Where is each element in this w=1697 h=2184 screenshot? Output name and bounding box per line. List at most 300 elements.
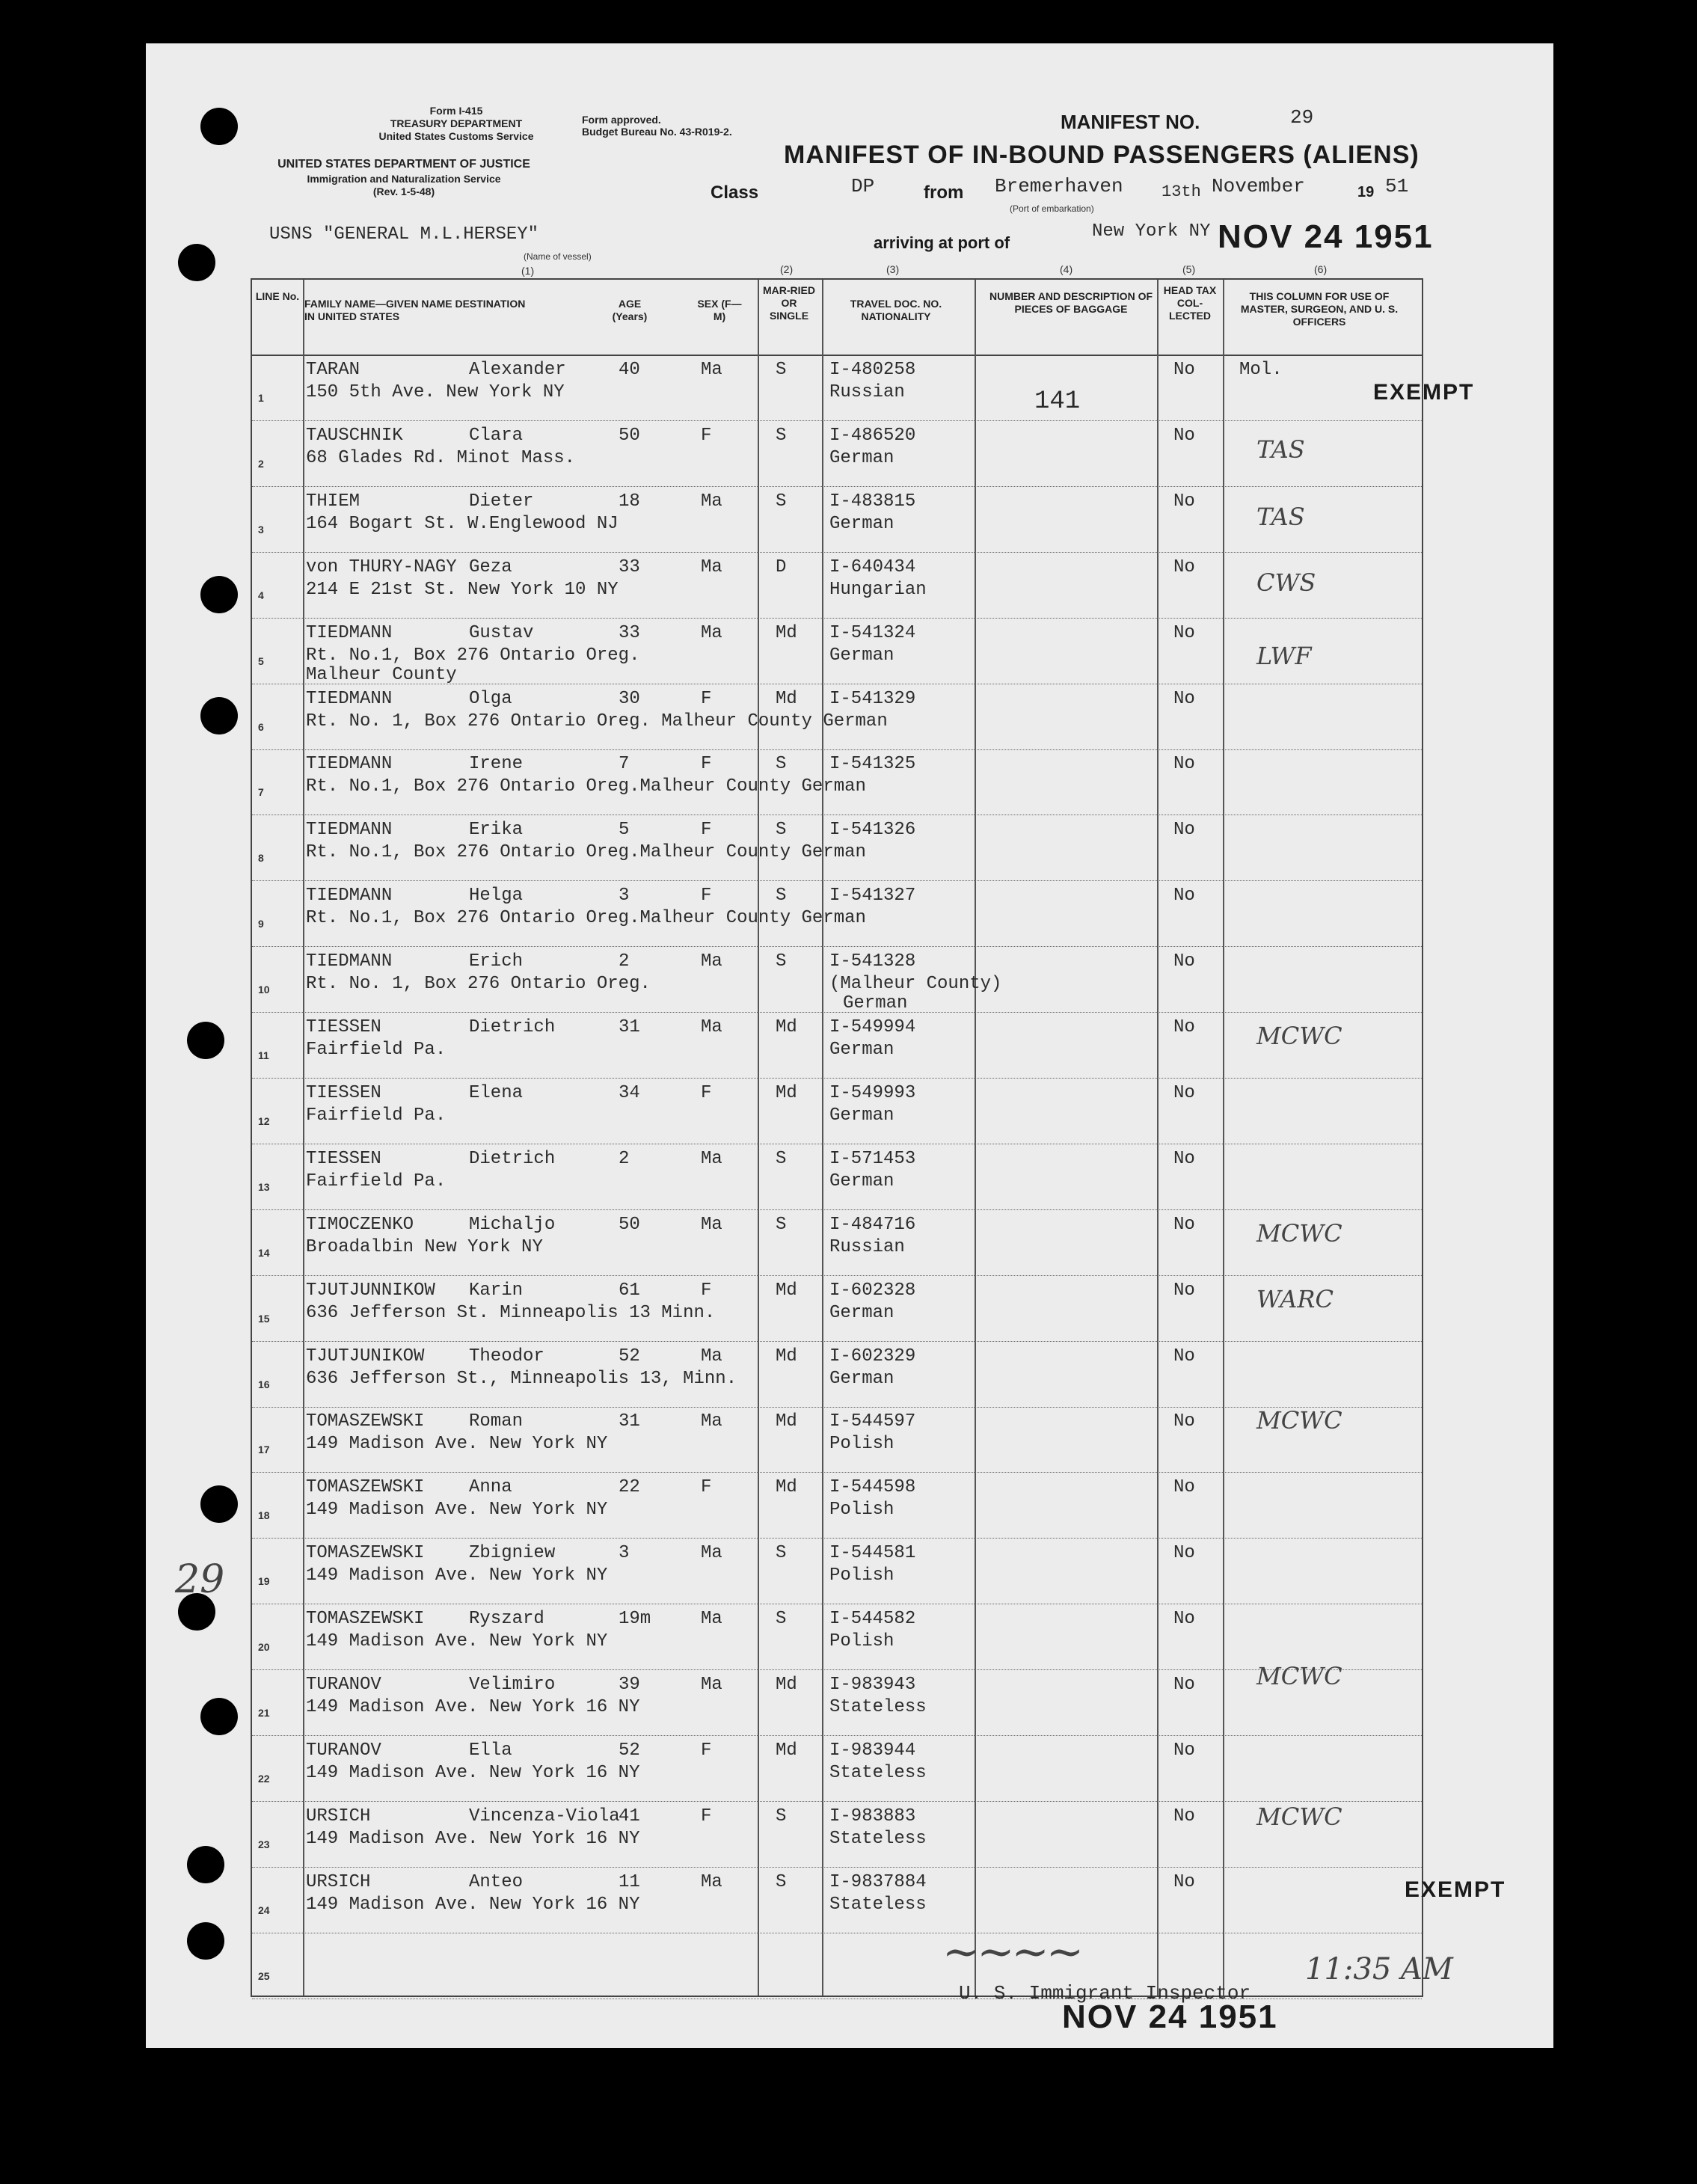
age: 7 <box>619 754 630 775</box>
destination: Rt. No.1, Box 276 Ontario Oreg.Malheur County German <box>306 776 866 797</box>
table-row <box>252 618 1422 684</box>
line-number: 21 <box>258 1707 270 1719</box>
head-tax: No <box>1173 1806 1195 1826</box>
given-name: Alexander <box>469 360 566 380</box>
line-number: 18 <box>258 1509 270 1522</box>
given-name: Elena <box>469 1082 524 1103</box>
travel-doc: I-541329 <box>829 688 916 709</box>
family-name: TOMASZEWSKI <box>306 1411 425 1432</box>
table-row <box>252 1735 1422 1802</box>
destination: Rt. No. 1, Box 276 Ontario Oreg. Malheur County German <box>306 711 888 731</box>
given-name: Erika <box>469 820 524 841</box>
destination: 150 5th Ave. New York NY <box>306 382 565 402</box>
age: 5 <box>619 820 630 841</box>
age: 22 <box>619 1477 640 1498</box>
sex: Ma <box>701 1017 722 1037</box>
table-row <box>252 420 1422 487</box>
nationality: Polish <box>829 1631 894 1652</box>
date-month: November <box>1212 175 1305 197</box>
line-number: 9 <box>258 918 264 930</box>
family-name: TAUSCHNIK <box>306 425 403 446</box>
travel-doc: I-983943 <box>829 1675 916 1695</box>
line-number: 20 <box>258 1641 270 1654</box>
nationality: German <box>829 1368 894 1389</box>
marital-status: S <box>776 886 787 907</box>
nationality: German <box>829 645 894 666</box>
family-name: TOMASZEWSKI <box>306 1543 425 1564</box>
passenger-table <box>251 263 1423 1997</box>
line-number: 12 <box>258 1114 270 1127</box>
customs-service: United States Customs Service <box>378 130 534 142</box>
sex: Ma <box>701 491 722 512</box>
line-number: 11 <box>258 1049 269 1061</box>
sex: F <box>701 820 712 841</box>
given-name: Anna <box>469 1477 512 1498</box>
destination: 149 Madison Ave. New York 16 NY <box>306 1697 640 1717</box>
head-tax: No <box>1173 1411 1195 1432</box>
age: 52 <box>619 1740 640 1761</box>
given-name: Zbigniew <box>469 1543 556 1564</box>
destination: 149 Madison Ave. New York NY <box>306 1500 608 1521</box>
given-name: Olga <box>469 688 512 709</box>
punch-hole <box>187 1922 224 1960</box>
family-name: TARAN <box>306 360 360 380</box>
travel-doc: I-541327 <box>829 886 916 907</box>
officer-initial: MCWC <box>1256 1803 1342 1831</box>
col-number: (2) <box>780 263 794 275</box>
nationality: Polish <box>829 1565 894 1586</box>
marital-status: S <box>776 754 787 775</box>
marital-status: S <box>776 1543 787 1564</box>
family-name: TJUTJUNNIKOW <box>306 1280 435 1301</box>
from-value: Bremerhaven <box>995 175 1123 197</box>
head-tax: No <box>1173 1871 1195 1892</box>
marital-status: Md <box>776 1740 797 1761</box>
given-name: Ryszard <box>469 1609 544 1630</box>
punch-hole <box>200 108 238 145</box>
travel-doc: I-541328 <box>829 951 916 972</box>
destination: 214 E 21st St. New York 10 NY <box>306 579 619 600</box>
table-row <box>252 946 1422 1013</box>
table-row <box>252 486 1422 553</box>
head-tax: No <box>1173 1148 1195 1169</box>
age: 41 <box>619 1806 640 1826</box>
age: 3 <box>619 886 630 907</box>
head-tax: No <box>1173 886 1195 907</box>
head-tax: No <box>1173 820 1195 841</box>
given-name: Theodor <box>469 1346 544 1366</box>
travel-doc: I-483815 <box>829 491 916 512</box>
table-row <box>252 552 1422 619</box>
manifest-label: MANIFEST NO. <box>1061 111 1200 133</box>
given-name: Irene <box>469 754 524 775</box>
destination: 149 Madison Ave. New York 16 NY <box>306 1894 640 1915</box>
class-value: DP <box>851 175 875 197</box>
budget-bureau: Budget Bureau No. 43-R019-2. <box>582 126 732 138</box>
col-number: (3) <box>886 263 900 275</box>
nationality: Stateless <box>829 1762 927 1783</box>
sex: Ma <box>701 951 722 972</box>
age: 3 <box>619 1543 630 1564</box>
travel-doc: I-541325 <box>829 754 916 775</box>
sex: F <box>701 1740 712 1761</box>
sex: Ma <box>701 556 722 577</box>
given-name: Helga <box>469 886 524 907</box>
embark-caption: (Port of embarkation) <box>1010 203 1094 214</box>
travel-doc: I-9837884 <box>829 1871 927 1892</box>
destination: 149 Madison Ave. New York NY <box>306 1565 608 1586</box>
travel-doc: I-602328 <box>829 1280 916 1301</box>
given-name: Michaljo <box>469 1214 556 1235</box>
line-number: 24 <box>258 1904 270 1916</box>
sex: Ma <box>701 1346 722 1366</box>
margin-note: 29 <box>175 1557 225 1602</box>
age: 52 <box>619 1346 640 1366</box>
marital-status: S <box>776 1871 787 1892</box>
nationality: Russian <box>829 382 905 402</box>
family-name: TURANOV <box>306 1675 381 1695</box>
table-row <box>252 355 1422 421</box>
destination: 149 Madison Ave. New York NY <box>306 1434 608 1455</box>
marital-status: Md <box>776 1477 797 1498</box>
nationality: Polish <box>829 1434 894 1455</box>
travel-doc: I-640434 <box>829 556 916 577</box>
head-tax: No <box>1173 1082 1195 1103</box>
line-number: 4 <box>258 589 264 601</box>
officer-initial: LWF <box>1256 642 1312 670</box>
table-row <box>252 1867 1422 1933</box>
age: 19m <box>619 1609 651 1630</box>
head-tax: No <box>1173 1543 1195 1564</box>
destination: 636 Jefferson St. Minneapolis 13 Minn. <box>306 1302 716 1323</box>
table-row <box>252 880 1422 947</box>
officer-initial: CWS <box>1256 568 1316 597</box>
sex: Ma <box>701 1411 722 1432</box>
line-number: 5 <box>258 654 264 667</box>
sex: Ma <box>701 1871 722 1892</box>
table-row <box>252 1209 1422 1276</box>
officer-initial: TAS <box>1256 435 1305 464</box>
punch-hole <box>200 1698 238 1735</box>
age: 33 <box>619 622 640 643</box>
marital-status: S <box>776 1148 787 1169</box>
table-row <box>252 1012 1422 1079</box>
destination: 149 Madison Ave. New York 16 NY <box>306 1762 640 1783</box>
destination: 68 Glades Rd. Minot Mass. <box>306 447 576 468</box>
given-name: Gustav <box>469 622 534 643</box>
officer-initial: MCWC <box>1256 1406 1342 1435</box>
officer-initial: WARC <box>1256 1285 1334 1313</box>
family-name: TURANOV <box>306 1740 381 1761</box>
marital-status: D <box>776 556 787 577</box>
head-tax: No <box>1173 1477 1195 1498</box>
col-sex: SEX (F—M) <box>697 298 742 322</box>
marital-status: S <box>776 360 787 380</box>
line-number: 8 <box>258 852 264 865</box>
punch-hole <box>178 244 215 281</box>
marital-status: Md <box>776 1346 797 1366</box>
nationality: (Malheur County) <box>829 974 1002 995</box>
punch-hole <box>187 1846 224 1883</box>
sex: F <box>701 688 712 709</box>
form-revision: (Rev. 1-5-48) <box>372 185 435 197</box>
given-name: Dietrich <box>469 1148 556 1169</box>
col-married: MAR-RIED OR SINGLE <box>763 284 815 322</box>
table-row <box>252 1801 1422 1868</box>
punch-hole <box>187 1022 224 1059</box>
marital-status: S <box>776 1806 787 1826</box>
line-number: 22 <box>258 1772 270 1785</box>
travel-doc: I-544598 <box>829 1477 916 1498</box>
nationality-line2: German <box>843 993 908 1014</box>
head-tax: No <box>1173 754 1195 775</box>
family-name: TJUTJUNIKOW <box>306 1346 425 1366</box>
travel-doc: I-541324 <box>829 622 916 643</box>
baggage-count: 141 <box>1034 387 1081 416</box>
line-number: 2 <box>258 457 264 470</box>
table-header <box>252 280 1422 356</box>
officer-initial: MCWC <box>1256 1662 1342 1690</box>
travel-doc: I-571453 <box>829 1148 916 1169</box>
table-row <box>252 684 1422 750</box>
marital-status: Md <box>776 1411 797 1432</box>
destination: 149 Madison Ave. New York 16 NY <box>306 1828 640 1849</box>
exempt-stamp-top: EXEMPT <box>1373 380 1475 405</box>
head-tax: No <box>1173 1740 1195 1761</box>
time-note: 11:35 AM <box>1305 1952 1453 1987</box>
officer-initial: MCWC <box>1256 1022 1342 1050</box>
marital-status: Md <box>776 688 797 709</box>
destination: Rt. No.1, Box 276 Ontario Oreg.Malheur County German <box>306 842 866 863</box>
line-number: 7 <box>258 786 264 799</box>
destination: Rt. No.1, Box 276 Ontario Oreg. <box>306 645 640 666</box>
form-number: Form I-415 <box>429 105 483 117</box>
sex: Ma <box>701 1543 722 1564</box>
inspector-label: U. S. Immigrant Inspector <box>959 1982 1251 2004</box>
table-row <box>252 1604 1422 1670</box>
age: 34 <box>619 1082 640 1103</box>
table-row <box>252 1538 1422 1604</box>
family-name: von THURY-NAGY <box>306 556 457 577</box>
family-name: TIEDMANN <box>306 951 393 972</box>
destination: Rt. No.1, Box 276 Ontario Oreg.Malheur County German <box>306 908 866 929</box>
marital-status: Md <box>776 622 797 643</box>
travel-doc: I-544581 <box>829 1543 916 1564</box>
age: 31 <box>619 1411 640 1432</box>
sex: Ma <box>701 1609 722 1630</box>
destination: 149 Madison Ave. New York NY <box>306 1631 608 1652</box>
col-baggage: NUMBER AND DESCRIPTION OF PIECES OF BAGGAGE <box>989 290 1153 315</box>
sex: F <box>701 754 712 775</box>
marital-status: S <box>776 820 787 841</box>
sex: Ma <box>701 1214 722 1235</box>
col-line: LINE No. <box>255 290 300 302</box>
marital-status: S <box>776 1214 787 1235</box>
head-tax: No <box>1173 425 1195 446</box>
family-name: THIEM <box>306 491 360 512</box>
table-row <box>252 1275 1422 1342</box>
line-number: 19 <box>258 1575 270 1588</box>
destination: Broadalbin New York NY <box>306 1236 543 1257</box>
sex: Ma <box>701 622 722 643</box>
table-row <box>252 1406 1422 1473</box>
family-name: TOMASZEWSKI <box>306 1477 425 1498</box>
marital-status: S <box>776 491 787 512</box>
line-number: 17 <box>258 1444 270 1456</box>
marital-status: Md <box>776 1082 797 1103</box>
class-label: Class <box>711 182 759 203</box>
head-tax: No <box>1173 688 1195 709</box>
head-tax: No <box>1173 1280 1195 1301</box>
col-master: THIS COLUMN FOR USE OF MASTER, SURGEON, AND U. S. OFFICERS <box>1240 290 1399 328</box>
nationality: German <box>829 447 894 468</box>
given-name: Dietrich <box>469 1017 556 1037</box>
destination: 164 Bogart St. W.Englewood NJ <box>306 513 619 534</box>
age: 2 <box>619 1148 630 1169</box>
line-number: 1 <box>258 392 264 404</box>
head-tax: No <box>1173 491 1195 512</box>
age: 31 <box>619 1017 640 1037</box>
table-row <box>252 749 1422 815</box>
sex: Ma <box>701 1148 722 1169</box>
age: 40 <box>619 360 640 380</box>
exempt-stamp-bottom: EXEMPT <box>1405 1877 1506 1902</box>
travel-doc: I-484716 <box>829 1214 916 1235</box>
family-name: TIEDMANN <box>306 886 393 907</box>
sex: Ma <box>701 360 722 380</box>
page-title: MANIFEST OF IN-BOUND PASSENGERS (ALIENS) <box>784 141 1420 169</box>
given-name: Clara <box>469 425 524 446</box>
col-number: (4) <box>1060 263 1073 275</box>
line-number: 25 <box>258 1969 270 1982</box>
line-number: 15 <box>258 1312 270 1325</box>
nationality: Stateless <box>829 1894 927 1915</box>
travel-doc: I-549993 <box>829 1082 916 1103</box>
destination: Fairfield Pa. <box>306 1040 447 1060</box>
inspection-date-stamp: NOV 24 1951 <box>1062 1999 1278 2035</box>
family-name: TIEDMANN <box>306 688 393 709</box>
head-tax: No <box>1173 1346 1195 1366</box>
manifest-number: 29 <box>1290 106 1314 129</box>
age: 33 <box>619 556 640 577</box>
travel-doc: I-486520 <box>829 425 916 446</box>
given-name: Geza <box>469 556 512 577</box>
col-number: (6) <box>1314 263 1328 275</box>
given-name: Roman <box>469 1411 524 1432</box>
head-tax: No <box>1173 1214 1195 1235</box>
given-name: Dieter <box>469 491 534 512</box>
col-tax: HEAD TAX COL-LECTED <box>1163 284 1217 322</box>
family-name: TIESSEN <box>306 1082 381 1103</box>
table-row <box>252 1669 1422 1736</box>
col-number: (5) <box>1182 263 1196 275</box>
family-name: TIMOCZENKO <box>306 1214 414 1235</box>
punch-hole <box>200 697 238 734</box>
from-label: from <box>924 182 964 203</box>
officer-initial: TAS <box>1256 503 1305 531</box>
family-name: TIEDMANN <box>306 820 393 841</box>
inspector-signature: ~~~~ <box>942 1926 1081 1978</box>
nationality: Hungarian <box>829 579 927 600</box>
table-row <box>252 1341 1422 1408</box>
officer-initial: MCWC <box>1256 1219 1342 1248</box>
line-number: 6 <box>258 720 264 733</box>
given-name: Ella <box>469 1740 512 1761</box>
travel-doc: I-544597 <box>829 1411 916 1432</box>
treasury-dept: TREASURY DEPARTMENT <box>390 117 523 129</box>
destination: Fairfield Pa. <box>306 1105 447 1126</box>
destination: Fairfield Pa. <box>306 1171 447 1191</box>
line-number: 10 <box>258 984 270 996</box>
sex: F <box>701 1477 712 1498</box>
family-name: URSICH <box>306 1806 371 1826</box>
destination: 636 Jefferson St., Minneapolis 13, Minn. <box>306 1368 737 1389</box>
col-name: FAMILY NAME—GIVEN NAME DESTINATION IN UNITED STATES <box>304 298 526 322</box>
sex: F <box>701 1280 712 1301</box>
travel-doc: I-544582 <box>829 1609 916 1630</box>
line-number: 23 <box>258 1838 270 1850</box>
nationality: Stateless <box>829 1697 927 1717</box>
family-name: URSICH <box>306 1871 371 1892</box>
nationality: German <box>829 1171 894 1191</box>
year-prefix: 19 <box>1357 184 1375 200</box>
head-tax: No <box>1173 951 1195 972</box>
col-travel: TRAVEL DOC. NO. NATIONALITY <box>850 298 942 322</box>
family-name: TIESSEN <box>306 1148 381 1169</box>
vessel-caption: (Name of vessel) <box>524 251 592 262</box>
table-row <box>252 815 1422 881</box>
head-tax: No <box>1173 1609 1195 1630</box>
nationality: German <box>829 1302 894 1323</box>
marital-status: S <box>776 1609 787 1630</box>
family-name: TIEDMANN <box>306 754 393 775</box>
given-name: Velimiro <box>469 1675 556 1695</box>
nationality: German <box>829 1040 894 1060</box>
head-tax: No <box>1173 1017 1195 1037</box>
travel-doc: I-541326 <box>829 820 916 841</box>
punch-hole <box>200 1485 238 1523</box>
marital-status: Md <box>776 1017 797 1037</box>
head-tax: No <box>1173 1675 1195 1695</box>
given-name: Vincenza-Viola <box>469 1806 620 1826</box>
officer-note: Mol. <box>1239 360 1283 380</box>
line-number: 16 <box>258 1378 270 1390</box>
col-age: AGE (Years) <box>612 298 648 322</box>
travel-doc: I-983944 <box>829 1740 916 1761</box>
marital-status: Md <box>776 1280 797 1301</box>
sex: F <box>701 886 712 907</box>
travel-doc: I-602329 <box>829 1346 916 1366</box>
age: 11 <box>619 1871 640 1892</box>
date-day: 13th <box>1161 182 1201 201</box>
travel-doc: I-549994 <box>829 1017 916 1037</box>
punch-hole <box>200 576 238 613</box>
given-name: Karin <box>469 1280 524 1301</box>
ins-service: Immigration and Naturalization Service <box>307 173 501 185</box>
table-row <box>252 1472 1422 1539</box>
travel-doc: I-480258 <box>829 360 916 380</box>
vessel-name: USNS "GENERAL M.L.HERSEY" <box>269 224 539 245</box>
family-name: TOMASZEWSKI <box>306 1609 425 1630</box>
marital-status: Md <box>776 1675 797 1695</box>
sex: F <box>701 1082 712 1103</box>
family-name: TIEDMANN <box>306 622 393 643</box>
sex: F <box>701 425 712 446</box>
marital-status: S <box>776 425 787 446</box>
line-number: 14 <box>258 1246 270 1259</box>
given-name: Erich <box>469 951 524 972</box>
nationality: German <box>829 1105 894 1126</box>
